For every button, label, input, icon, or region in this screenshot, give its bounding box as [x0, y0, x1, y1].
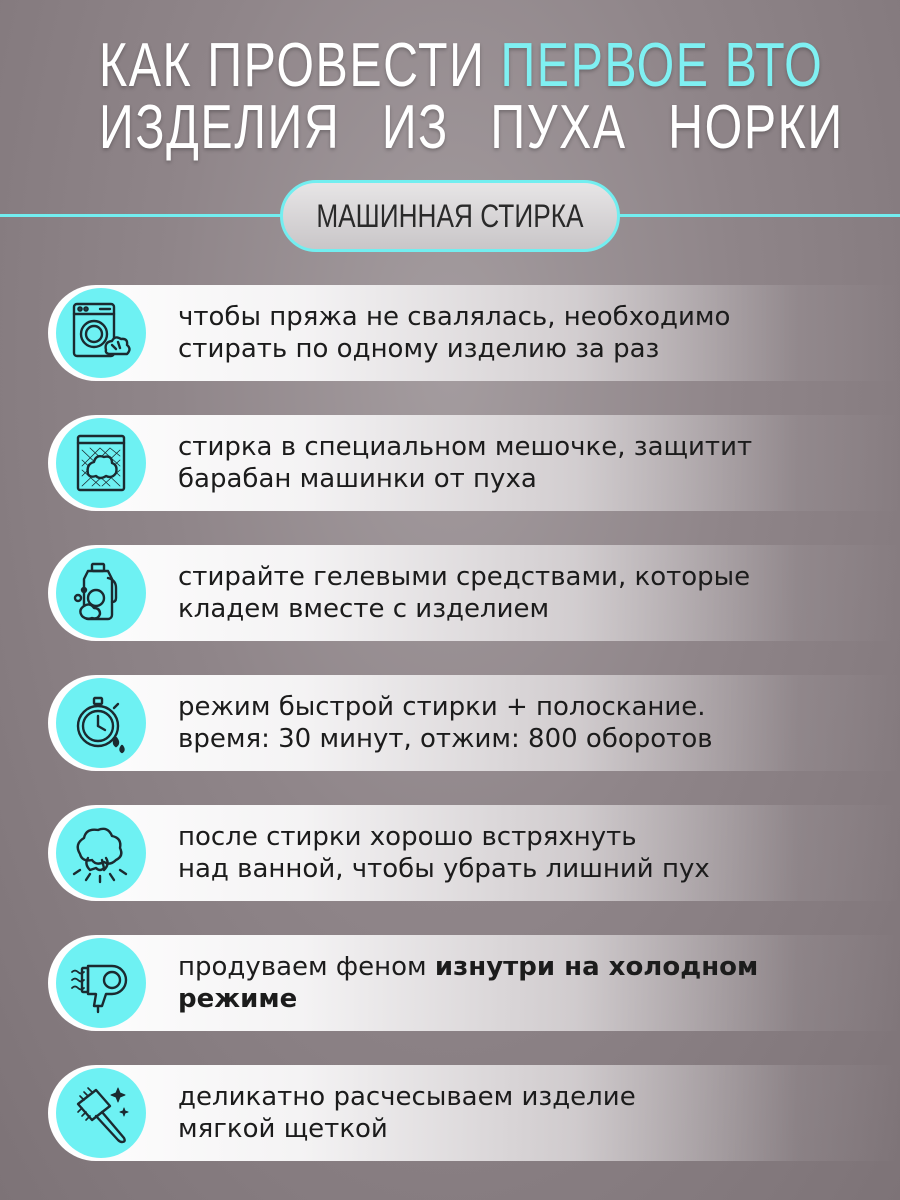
- step-line: над ванной, чтобы убрать лишний пух: [178, 854, 710, 884]
- divider-left: [0, 214, 290, 217]
- step-line: деликатно расчесываем изделие: [178, 1082, 636, 1112]
- step-line: режим быстрой стирки + полоскание.: [178, 692, 706, 722]
- step-row-1: [48, 285, 900, 381]
- page-title-line-1: [99, 30, 824, 101]
- step-text-1: [178, 301, 818, 365]
- step-text-7: [178, 1081, 818, 1145]
- step-text-2: [178, 431, 818, 495]
- step-line: время: 30 минут, отжим: 800 оборотов: [178, 724, 713, 754]
- section-label: МАШИННАЯ СТИРКА: [316, 197, 584, 234]
- step-text-4: [178, 691, 818, 755]
- detergent-bottle-icon: [56, 548, 146, 638]
- step-text-5: [178, 821, 818, 885]
- step-text-3: [178, 561, 818, 625]
- step-line: мягкой щеткой: [178, 1114, 388, 1144]
- hair-dryer-icon: [56, 938, 146, 1028]
- brush-icon: [56, 1068, 146, 1158]
- step-line: после стирки хорошо встряхнуть: [178, 822, 637, 852]
- step-line: стирайте гелевыми средствами, которые: [178, 562, 751, 592]
- step-line-bold: режиме: [178, 984, 298, 1014]
- step-row-2: [48, 415, 900, 511]
- step-row-4: [48, 675, 900, 771]
- stopwatch-icon: [56, 678, 146, 768]
- step-line: стирать по одному изделию за раз: [178, 334, 660, 364]
- step-row-7: [48, 1065, 900, 1161]
- title-plain: КАК ПРОВЕСТИ: [99, 31, 501, 100]
- step-line: продуваем феном: [178, 952, 435, 982]
- step-row-6: [48, 935, 900, 1031]
- washing-machine-icon: [56, 288, 146, 378]
- step-line: барабан машинки от пуха: [178, 464, 537, 494]
- step-row-5: [48, 805, 900, 901]
- divider-right: [610, 214, 900, 217]
- shake-gloves-icon: [56, 808, 146, 898]
- step-line: чтобы пряжа не свалялась, необходимо: [178, 302, 731, 332]
- step-row-3: [48, 545, 900, 641]
- page-title-line-2: ИЗДЕЛИЯ ИЗ ПУХА НОРКИ: [99, 93, 844, 162]
- title-accent: ПЕРВОЕ ВТО: [500, 31, 824, 100]
- step-text-6: [178, 951, 818, 1015]
- section-label-pill: [280, 180, 620, 252]
- step-line: стирка в специальном мешочке, защитит: [178, 432, 753, 462]
- laundry-bag-icon: [56, 418, 146, 508]
- step-line-bold: изнутри на холодном: [434, 952, 759, 982]
- step-line: кладем вместе с изделием: [178, 594, 550, 624]
